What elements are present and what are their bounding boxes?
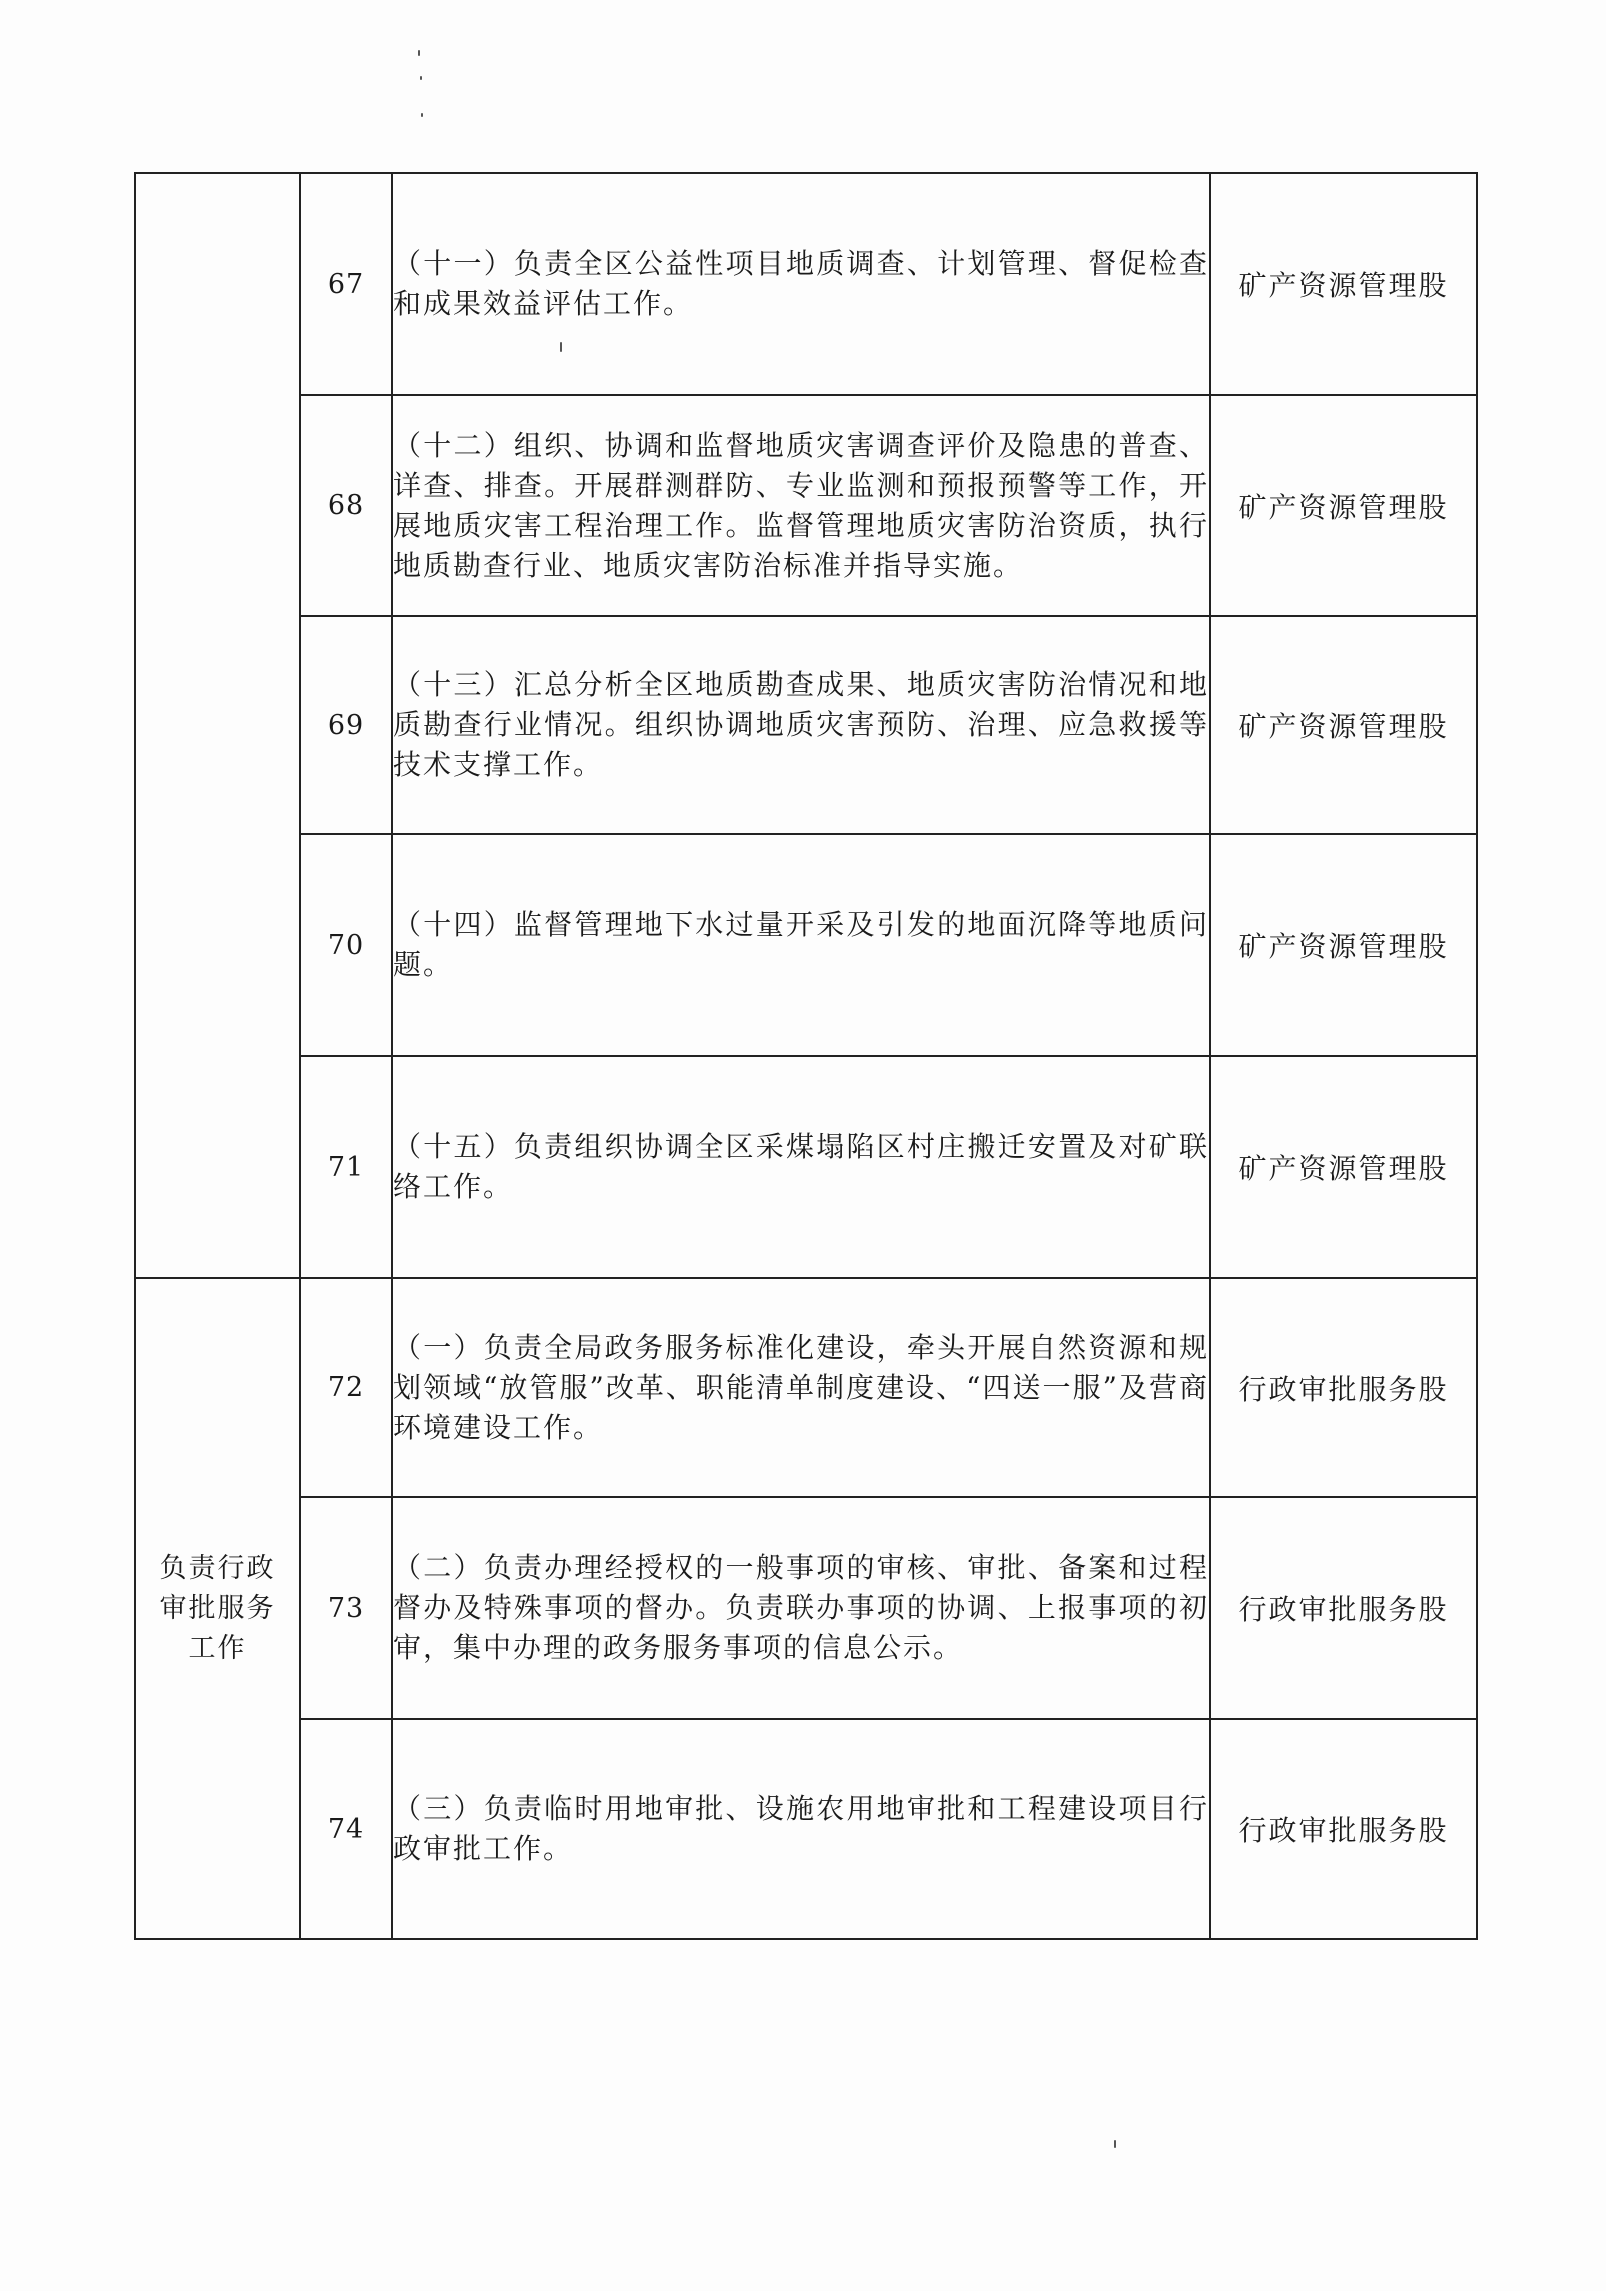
row-number: 74 xyxy=(300,1719,392,1939)
table-row xyxy=(135,173,1477,395)
row-number: 69 xyxy=(300,616,392,834)
table-row xyxy=(135,834,1477,1056)
category-label: 负责行政审批服务工作 xyxy=(159,1552,276,1664)
duty-table xyxy=(134,172,1478,1940)
department-name: 矿产资源管理股 xyxy=(1210,1056,1477,1278)
table-row xyxy=(135,616,1477,834)
row-number: 68 xyxy=(300,395,392,616)
table-row xyxy=(135,1719,1477,1939)
duty-description: （十一）负责全区公益性项目地质调查、计划管理、督促检查和成果效益评估工作。 xyxy=(392,173,1210,395)
row-number: 70 xyxy=(300,834,392,1056)
table-row xyxy=(135,1278,1477,1497)
department-name: 矿产资源管理股 xyxy=(1210,834,1477,1056)
duty-description: （十三）汇总分析全区地质勘查成果、地质灾害防治情况和地质勘查行业情况。组织协调地质灾害预防、治理、应急救援等技术支撑工作。 xyxy=(392,616,1210,834)
department-name: 行政审批服务股 xyxy=(1210,1497,1477,1719)
row-number: 72 xyxy=(300,1278,392,1497)
category-cell-admin xyxy=(135,1278,300,1939)
scan-speck xyxy=(420,76,422,80)
row-number: 71 xyxy=(300,1056,392,1278)
scan-speck xyxy=(1114,2140,1116,2148)
scan-speck xyxy=(418,50,420,56)
duty-description: （十二）组织、协调和监督地质灾害调查评价及隐患的普查、详查、排查。开展群测群防、专业监测和预报预警等工作，开展地质灾害工程治理工作。监督管理地质灾害防治资质，执行地质勘查行业、地质灾害防治标准并指导实施。 xyxy=(392,395,1210,616)
table-row xyxy=(135,1056,1477,1278)
scan-speck xyxy=(421,113,423,117)
department-name: 矿产资源管理股 xyxy=(1210,616,1477,834)
duty-description: （十四）监督管理地下水过量开采及引发的地面沉降等地质问题。 xyxy=(392,834,1210,1056)
department-name: 矿产资源管理股 xyxy=(1210,173,1477,395)
department-name: 行政审批服务股 xyxy=(1210,1278,1477,1497)
row-number: 73 xyxy=(300,1497,392,1719)
duty-description: （一）负责全局政务服务标准化建设，牵头开展自然资源和规划领域“放管服”改革、职能清单制度建设、“四送一服”及营商环境建设工作。 xyxy=(392,1278,1210,1497)
row-number: 67 xyxy=(300,173,392,395)
duty-description: （二）负责办理经授权的一般事项的审核、审批、备案和过程督办及特殊事项的督办。负责联办事项的协调、上报事项的初审，集中办理的政务服务事项的信息公示。 xyxy=(392,1497,1210,1719)
duty-description: （十五）负责组织协调全区采煤塌陷区村庄搬迁安置及对矿联络工作。 xyxy=(392,1056,1210,1278)
table-row xyxy=(135,1497,1477,1719)
duty-description: （三）负责临时用地审批、设施农用地审批和工程建设项目行政审批工作。 xyxy=(392,1719,1210,1939)
department-name: 行政审批服务股 xyxy=(1210,1719,1477,1939)
table-row xyxy=(135,395,1477,616)
department-name: 矿产资源管理股 xyxy=(1210,395,1477,616)
category-cell-mineral xyxy=(135,173,300,1278)
